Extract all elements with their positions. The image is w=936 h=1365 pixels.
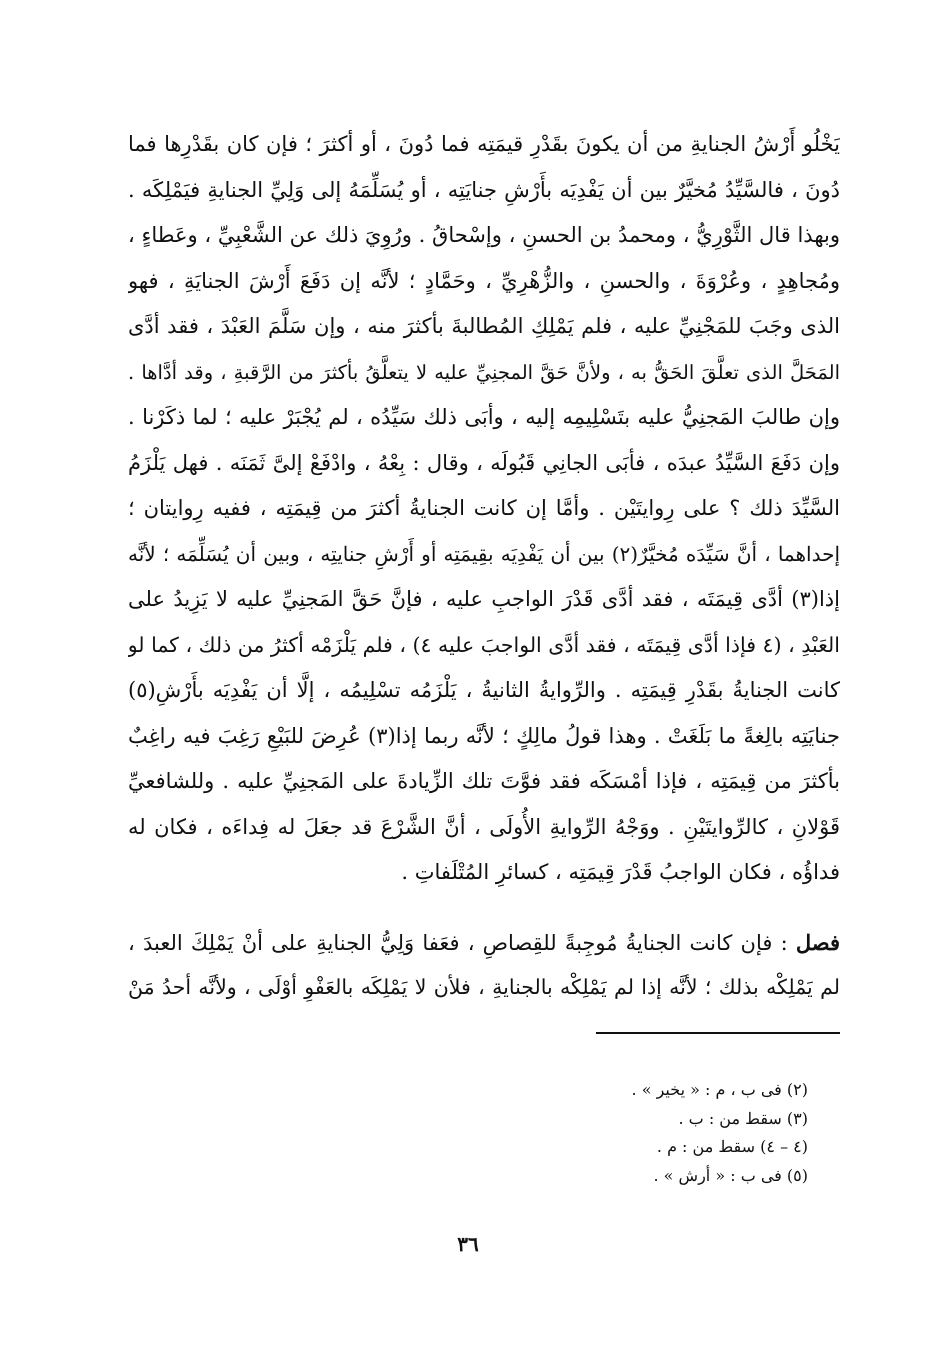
footnote: (٢) فى ب ، م : « يخير » . — [631, 1080, 808, 1099]
text-line: وإن دَفَعَ السَّيِّدُ عبدَه ، فأبَى الجانِي قَبُولَه ، وقال : بِعْهُ ، وادْفَعْ إلىَّ ثَمَنَه . فهل يَلْزَمُ — [128, 450, 840, 475]
text-line: يَخْلُو أَرْشُ الجنايةِ من أن يكونَ بقَدْرِ قيمَتِه فما دُونَ ، أو أكثرَ ؛ فإن كان بقَدْرِها فما — [128, 132, 840, 156]
section-first-line — [128, 920, 840, 966]
text-line: إذا(٣) أدَّى قِيمَتَه ، فقد أدَّى قَدْرَ الواجبِ عليه ، فإنَّ حَقَّ المَجنِيِّ عليه لا يَزِيدُ على — [128, 587, 840, 611]
footnote-separator — [596, 1032, 840, 1034]
text-line: كانت الجنايةُ بقَدْرِ قِيمَتِه . والرِّوايةُ الثانيةُ ، يَلْزَمُه تسْلِيمُه ، إلَّا أن يَفْدِيَه بأَرْشِ(٥) — [128, 678, 840, 702]
text-line: لم يَمْلِكْه بذلك ؛ لأنَّه إذا لم يَمْلِكْه بالجنايةِ ، فلأن لا يَمْلِكَه بالعَفْوِ أوْلَى ، ولأنَّه أحدُ مَنْ — [128, 975, 840, 999]
footnote: (٤ – ٤) سقط من : م . — [656, 1137, 808, 1156]
footnotes — [388, 1076, 808, 1190]
text-line: بأكثرَ من قِيمَتِه ، فإذا أمْسَكَه فقد فوَّتَ تلك الزِّيادةَ على المَجنِيِّ عليه . وللشافعيِّ — [128, 769, 840, 793]
footnote: (٣) سقط من : ب . — [678, 1108, 808, 1128]
main-text — [128, 122, 840, 1011]
text-line: العَبْدِ ، (٤ فإذا أدَّى قِيمَتَه ، فقد أدَّى الواجبَ عليه ٤) ، فلم يَلْزَمْه أكثرُ من ذلك ، كما لو — [128, 632, 840, 657]
footnote: (٥) فى ب : « أرش » . — [653, 1165, 808, 1185]
paragraph-gap — [128, 896, 840, 920]
section-line-text: : فإن كانت الجنايةُ مُوجِبةً للقِصاصِ ، فعَفا وَلِيُّ الجنايةِ على أنْ يَمْلِكَ العبدَ ، — [128, 930, 796, 955]
text-line: وإن طالبَ المَجنِيُّ عليه بتَسْلِيمِه إليه ، وأبَى ذلك سَيِّدُه ، لم يُجْبَرْ عليه ؛ لما ذكَرْنا . — [128, 405, 840, 429]
text-line: إحداهما ، أنَّ سَيِّدَه مُخيَّرٌ(٢) بين أن يَفْدِيَه بقِيمَتِه أو أَرْشِ جنايتِه ، وبين أن يُسَلِّمَه ؛ لأنَّه — [128, 541, 840, 566]
page-number: ٣٦ — [457, 1232, 479, 1256]
text-line: المَحَلَّ الذى تعلَّقَ الحَقُّ به ، ولأنَّ حَقَّ المجنِيِّ عليه لا يتعلَّقُ بأكثرَ من الرَّقبةِ ، وقد أدَّاها . — [128, 360, 840, 384]
section-heading: فصل — [795, 929, 840, 955]
text-line: قَوْلانِ ، كالرِّوايتَيْنِ . ووَجْهُ الرِّوايةِ الأُولَى ، أنَّ الشَّرْعَ قد جعَلَ له فِداءَه ، فكان له — [128, 814, 840, 839]
text-line: وبهذا قال الثَّوْرِيُّ ، ومحمدُ بن الحسنِ ، وإسْحاقُ . ورُوِيَ ذلك عن الشَّعْبِيِّ ، وعَطاءٍ ، — [128, 223, 840, 247]
text-line: فداؤُه ، فكان الواجبُ قَدْرَ قِيمَتِه ، كسائرِ المُتْلَفاتِ . — [401, 860, 840, 884]
text-line: ومُجاهِدٍ ، وعُرْوَةَ ، والحسنِ ، والزُّهْرِيِّ ، وحَمَّادٍ ؛ لأنَّه إن دَفَعَ أَرْشَ الجنايَةِ ، فهو — [128, 268, 840, 293]
text-line: السَّيِّدَ ذلك ؟ على رِوايتَيْن . وأمَّا إن كانت الجنايةُ أكثرَ من قِيمَتِه ، ففيه رِوايتان ؛ — [128, 496, 840, 520]
text-line: الذى وجَبَ للمَجْنِيِّ عليه ، فلم يَمْلِكِ المُطالبةَ بأكثرَ منه ، وإن سَلَّمَ العَبْدَ ، فقد أدَّى — [128, 314, 840, 338]
text-line: دُونَ ، فالسَّيِّدُ مُخيَّرٌ بين أن يَفْدِيَه بأَرْشِ جنايَتِه ، أو يُسَلِّمَهُ إلى وَلِيِّ الجنايةِ فيَمْلِكَه . — [128, 177, 840, 202]
text-line: جنايَتِه بالِغةً ما بَلَغَتْ . وهذا قولُ مالِكٍ ؛ لأنَّه ربما إذا(٣) عُرِضَ للبَيْعِ رَغِبَ فيه راغِبٌ — [128, 723, 840, 748]
